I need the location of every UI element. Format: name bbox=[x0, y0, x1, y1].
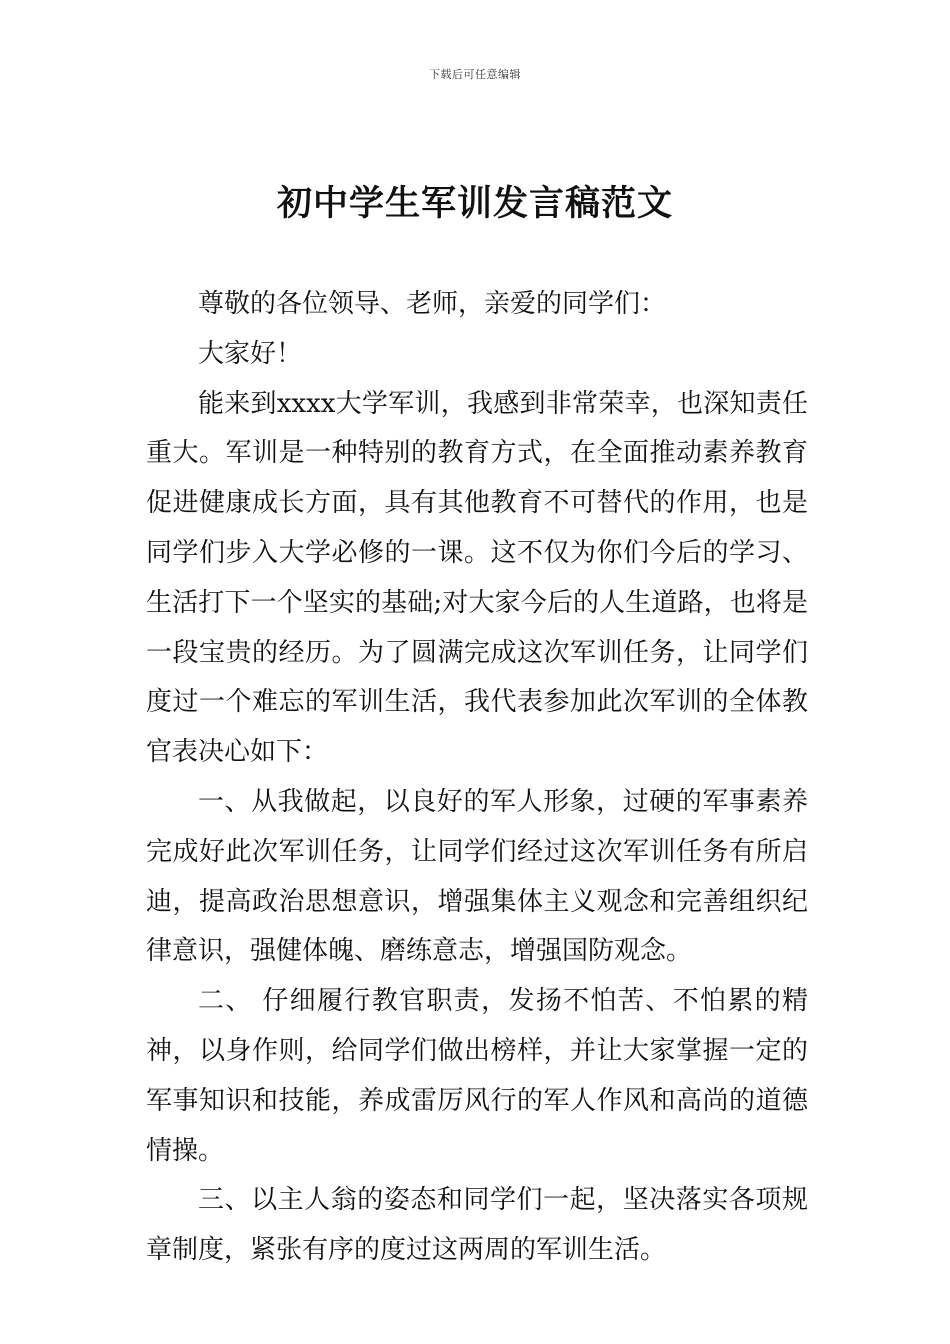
resolution-two-paragraph: 二、 仔细履行教官职责，发扬不怕苦、不怕累的精神，以身作则，给同学们做出榜样，并让大家掌握一定的军事知识和技能，养成雷厉风行的军人作风和高尚的道德情操。 bbox=[146, 986, 808, 1166]
document-title: 初中学生军训发言稿范文 bbox=[276, 184, 673, 224]
intro-paragraph: 能来到xxxx大学军训，我感到非常荣幸，也深知责任重大。军训是一种特别的教育方式，在全面推动素养教育促进健康成长方面，具有其他教育不可替代的作用，也是同学们步入大学必修的一课。这不仅为你们今后的学习、生活打下一个坚实的基础;对大家今后的人生道路，也将是一段宝贵的经历。为了圆满完成这次军训任务，让同学们度过一个难忘的军训生活，我代表参加此次军训的全体教官表决心如下： bbox=[146, 388, 808, 768]
document-body bbox=[146, 280, 808, 1276]
salutation-paragraph: 尊敬的各位领导、老师，亲爱的同学们： bbox=[198, 289, 667, 319]
resolution-one-paragraph: 一、从我做起，以良好的军人形象，过硬的军事素养完成好此次军训任务，让同学们经过这次军训任务有所启迪，提高政治思想意识，增强集体主义观念和完善组织纪律意识，强健体魄、磨练意志，增强国防观念。 bbox=[146, 786, 808, 967]
resolution-three-paragraph: 三、以主人翁的姿态和同学们一起，坚决落实各项规章制度，紧张有序的度过这两周的军训生活。 bbox=[146, 1185, 808, 1266]
header-note: 下载后可任意编辑 bbox=[429, 68, 521, 81]
greeting-paragraph: 大家好！ bbox=[198, 338, 303, 369]
